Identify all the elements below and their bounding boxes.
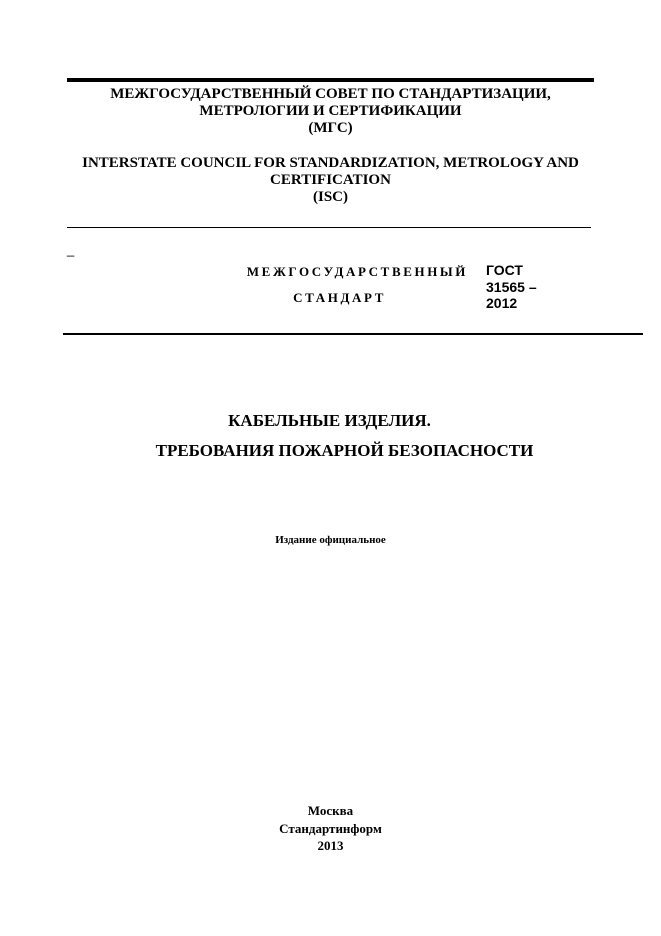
publication-year: 2013 (317, 838, 344, 853)
council-ru-line-1: МЕЖГОСУДАРСТВЕННЫЙ СОВЕТ ПО СТАНДАРТИЗАЦИИ, (110, 86, 551, 102)
council-name-en (60, 155, 601, 206)
council-en-line-2: CERTIFICATION (270, 172, 391, 188)
gost-number (486, 262, 566, 312)
publisher-name: Стандартинформ (279, 821, 382, 836)
council-en-abbr: (ISC) (312, 189, 348, 205)
gost-prefix: ГОСТ (486, 262, 523, 278)
publication-city: Москва (307, 803, 354, 818)
council-en-line-1: INTERSTATE COUNCIL FOR STANDARDIZATION, METROLOGY AND (82, 155, 579, 171)
gost-year: 2012 (486, 295, 518, 311)
council-name-ru (60, 86, 601, 137)
top-rule (67, 78, 594, 82)
council-ru-abbr: (МГС) (308, 120, 353, 136)
standard-label-line-2: СТАНДАРТ (293, 290, 386, 305)
dash-mark: _ (67, 242, 75, 257)
edition-note: Издание официальное (275, 534, 386, 546)
document-title-line-1: КАБЕЛЬНЫЕ ИЗДЕЛИЯ. (228, 411, 431, 430)
standard-label-line-1: МЕЖГОСУДАРСТВЕННЫЙ (246, 264, 468, 279)
gost-code: 31565 – (486, 278, 537, 295)
council-ru-line-2: МЕТРОЛОГИИ И СЕРТИФИКАЦИИ (199, 103, 462, 119)
document-title-line-2: ТРЕБОВАНИЯ ПОЖАРНОЙ БЕЗОПАСНОСТИ (155, 441, 534, 460)
standard-divider (63, 333, 643, 335)
header-divider (67, 227, 591, 228)
